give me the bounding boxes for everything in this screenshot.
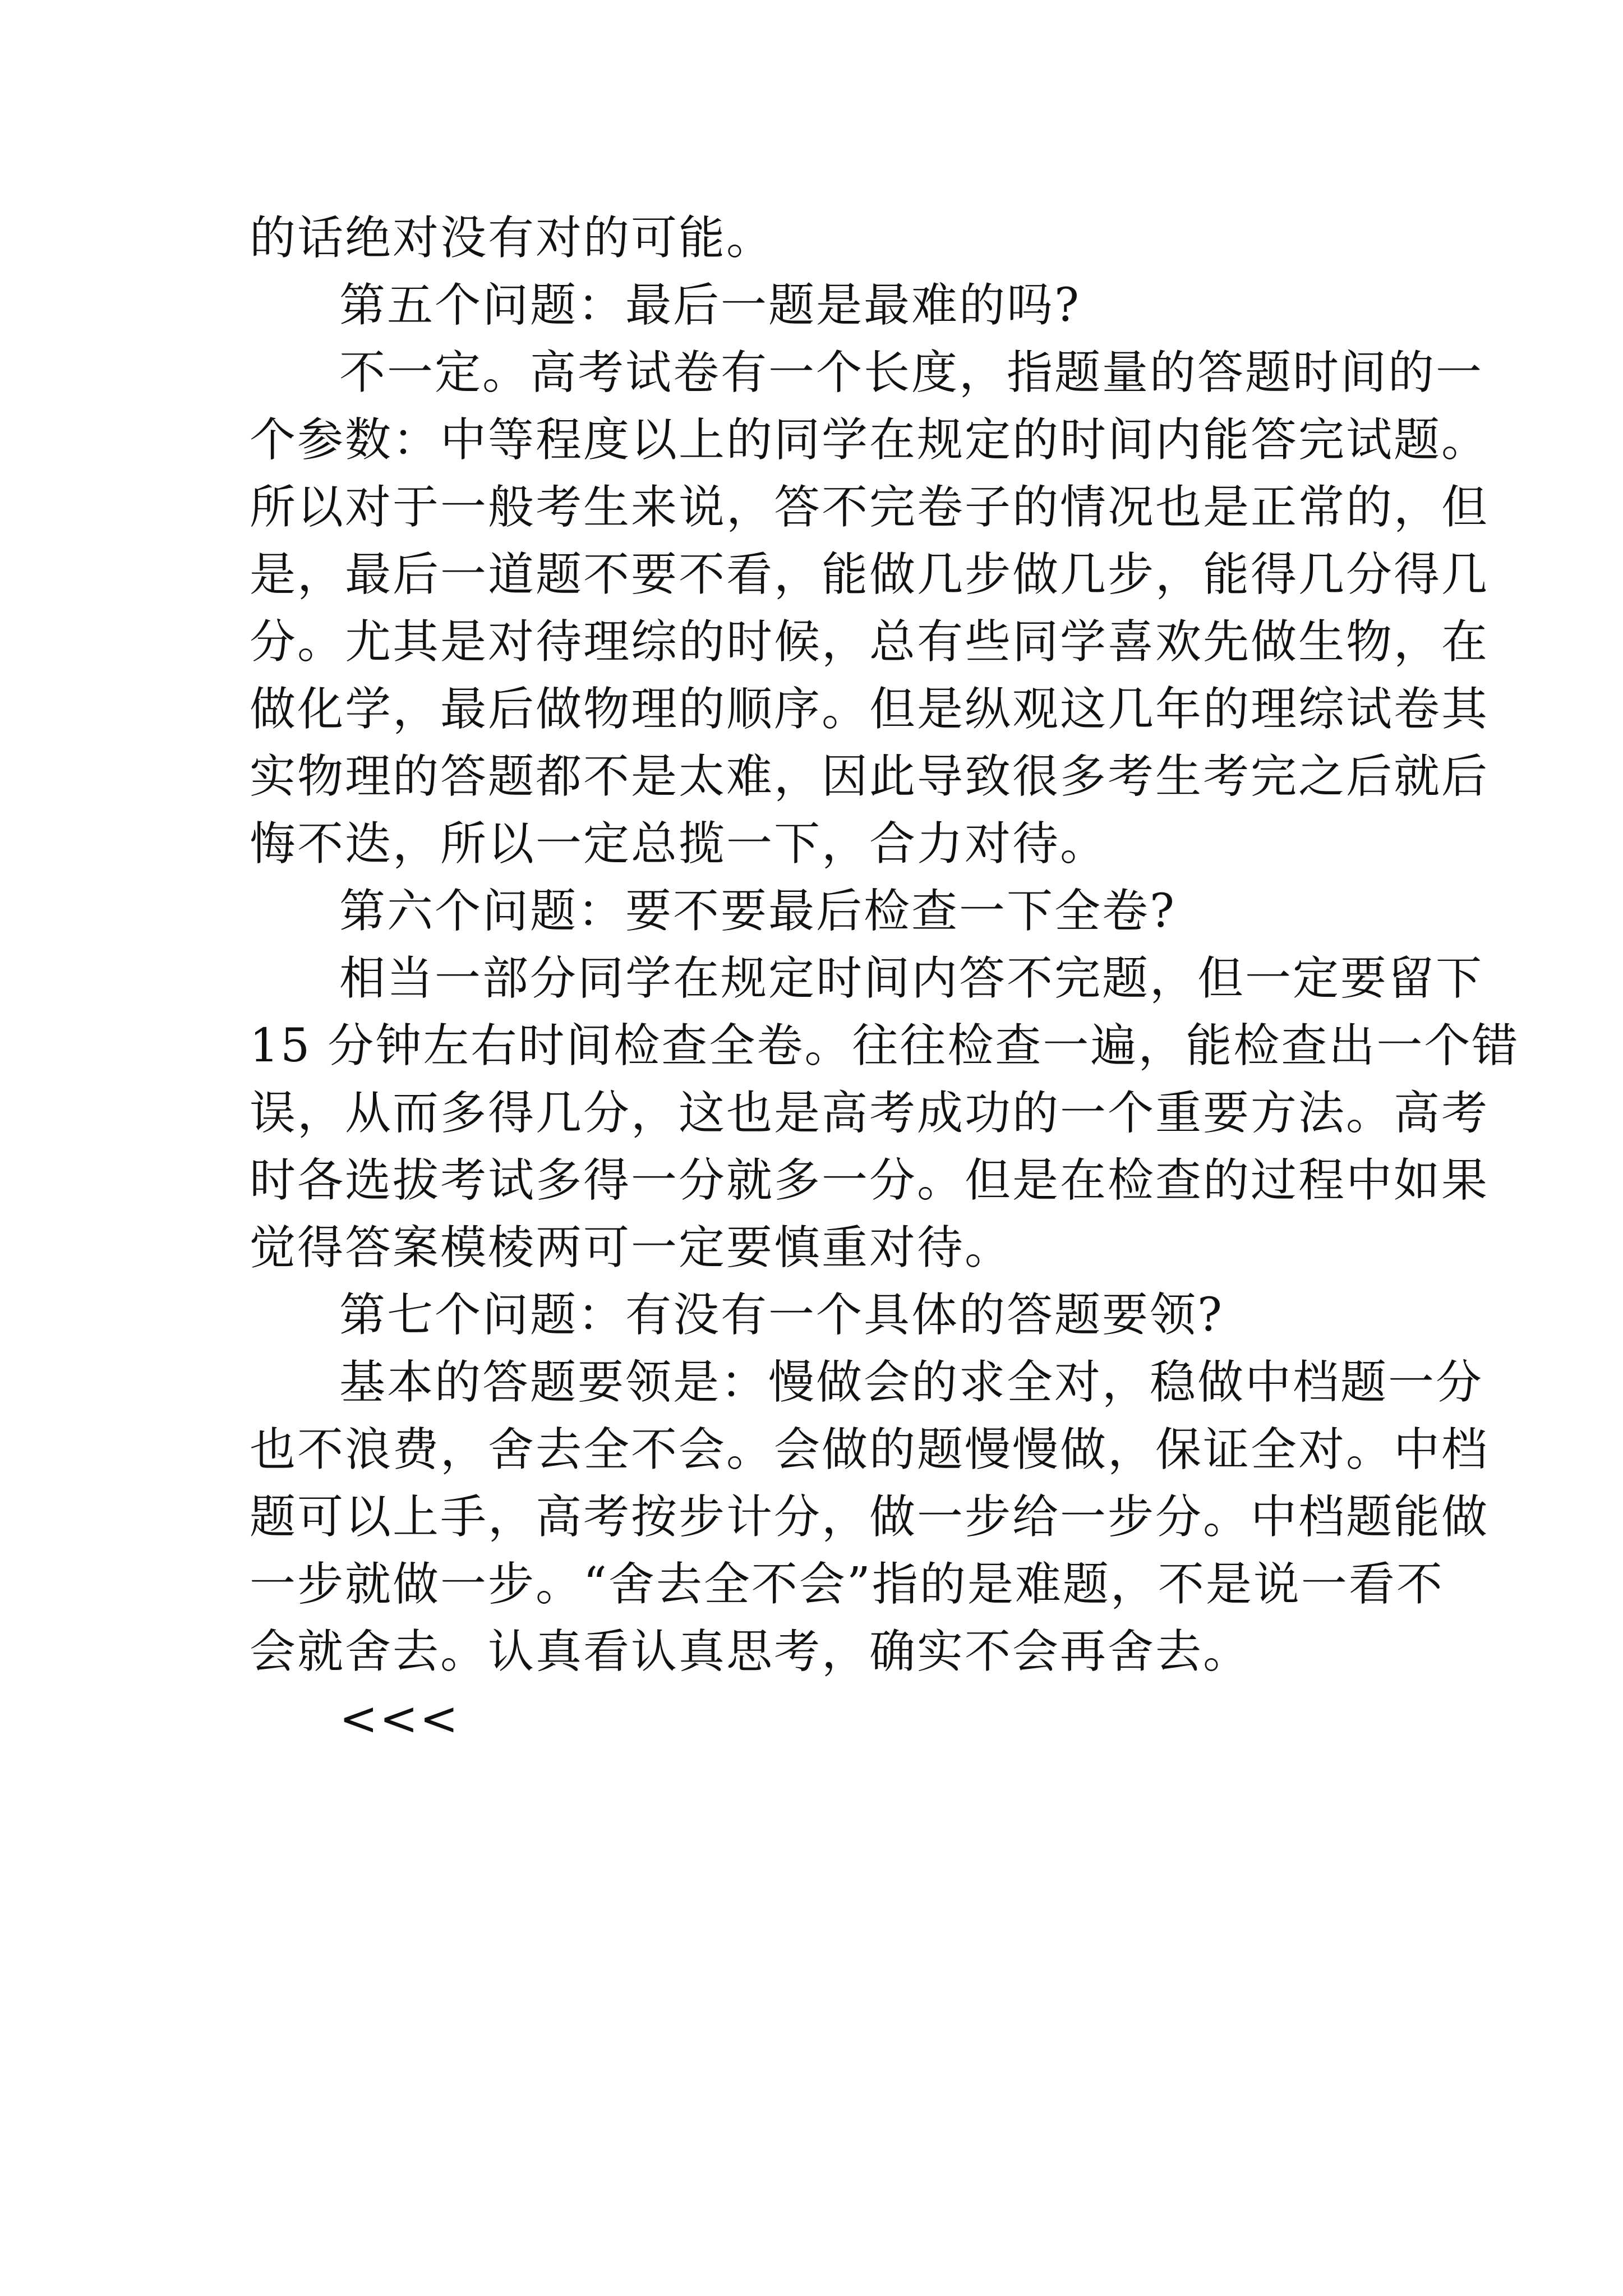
text-line: 误，从而多得几分，这也是高考成功的一个重要方法。高考 (250, 1087, 1490, 1140)
text-line: 做化学，最后做物理的顺序。但是纵观这几年的理综试卷其 (250, 683, 1490, 736)
question-heading: 第五个问题：最后一题是最难的吗? (339, 279, 1081, 332)
text-line: 觉得答案模棱两可一定要慎重对待。 (250, 1221, 1013, 1274)
text-line: 个参数：中等程度以上的同学在规定的时间内能答完试题。 (250, 413, 1490, 467)
text-line: 时各选拔考试多得一分就多一分。但是在检查的过程中如果 (250, 1154, 1490, 1207)
text-line: 是，最后一道题不要不看，能做几步做几步，能得几分得几 (250, 548, 1490, 601)
text-line: 实物理的答题都不是太难，因此导致很多考生考完之后就后 (250, 750, 1490, 803)
text-line: 所以对于一般考生来说，答不完卷子的情况也是正常的，但 (250, 481, 1490, 534)
question-heading: 第六个问题：要不要最后检查一下全卷? (339, 885, 1176, 938)
text-line: 分。尤其是对待理综的时候，总有些同学喜欢先做生物，在 (250, 615, 1490, 669)
text-line: 基本的答题要领是：慢做会的求全对，稳做中档题一分 (339, 1356, 1484, 1409)
text-line: 相当一部分同学在规定时间内答不完题，但一定要留下 (339, 952, 1484, 1005)
text-line: 题可以上手，高考按步计分，做一步给一步分。中档题能做 (250, 1490, 1490, 1544)
question-heading: 第七个问题：有没有一个具体的答题要领? (339, 1289, 1224, 1342)
text-line: 悔不迭，所以一定总揽一下，合力对待。 (250, 817, 1108, 871)
text-line: 一步就做一步。“舍去全不会”指的是难题，不是说一看不 (250, 1558, 1444, 1611)
text-line: 会就舍去。认真看认真思考，确实不会再舍去。 (250, 1625, 1251, 1678)
text-line: 也不浪费，舍去全不会。会做的题慢慢做，保证全对。中档 (250, 1423, 1490, 1476)
text-line: 15 分钟左右时间检查全卷。往往检查一遍，能检查出一个错 (250, 1019, 1520, 1073)
text-line: 不一定。高考试卷有一个长度，指题量的答题时间的一 (339, 346, 1484, 399)
back-marker: <<< (339, 1692, 460, 1746)
text-line: 的话绝对没有对的可能。 (250, 211, 774, 265)
